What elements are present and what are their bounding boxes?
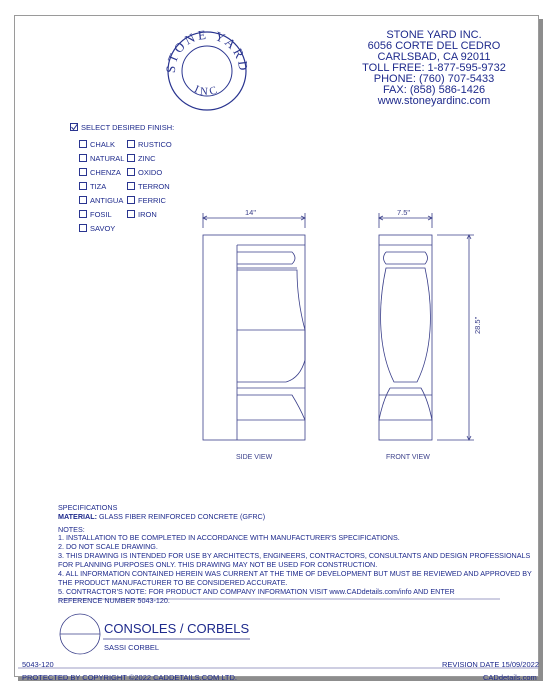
finish-checkbox[interactable] bbox=[127, 140, 135, 148]
finish-checkbox[interactable] bbox=[127, 168, 135, 176]
revision-date: REVISION DATE 15/09/2022 bbox=[442, 660, 539, 669]
note-line: 5. CONTRACTOR'S NOTE: FOR PRODUCT AND COMPANY INFORMATION VISIT www.CADdetails.com/info AND ENTER bbox=[58, 587, 455, 596]
drawing-title: CONSOLES / CORBELS bbox=[104, 621, 250, 636]
company-address-2: CARLSBAD, CA 92011 bbox=[377, 51, 491, 63]
company-tollfree: TOLL FREE: 1-877-595-9732 bbox=[362, 62, 506, 74]
finish-checkbox[interactable] bbox=[79, 154, 87, 162]
finish-checkbox[interactable] bbox=[79, 140, 87, 148]
svg-text:STONE YARD bbox=[163, 27, 252, 74]
company-address-1: 6056 CORTE DEL CEDRO bbox=[367, 40, 501, 52]
finish-checkbox[interactable] bbox=[127, 210, 135, 218]
finish-checkbox[interactable] bbox=[79, 168, 87, 176]
company-logo bbox=[163, 27, 252, 110]
logo-text-top: STONE YARD bbox=[162, 26, 252, 74]
logo-text-bottom: INC bbox=[192, 83, 222, 99]
finish-option-label: ZINC bbox=[138, 154, 156, 163]
finish-option-label: FOSIL bbox=[90, 210, 112, 219]
finish-option-label: TERRON bbox=[138, 182, 170, 191]
title-block-lines bbox=[18, 599, 538, 668]
material-value: GLASS FIBER REINFORCED CONCRETE (GFRC) bbox=[99, 512, 266, 521]
front-view-label: FRONT VIEW bbox=[386, 454, 430, 461]
finish-checkbox[interactable] bbox=[79, 210, 87, 218]
finish-option-label: IRON bbox=[138, 210, 157, 219]
finish-checkbox[interactable] bbox=[127, 196, 135, 204]
finish-checkbox[interactable] bbox=[79, 196, 87, 204]
finish-option-label: CHENZA bbox=[90, 168, 121, 177]
note-line: 2. DO NOT SCALE DRAWING. bbox=[58, 542, 158, 551]
finish-option-label: NATURAL bbox=[90, 154, 125, 163]
company-name: STONE YARD INC. bbox=[386, 29, 482, 41]
note-line: 4. ALL INFORMATION CONTAINED HEREIN WAS CURRENT AT THE TIME OF DEVELOPMENT BUT MUST BE REVIEWED AND APPROVED BY bbox=[58, 569, 532, 578]
finish-checkbox[interactable] bbox=[127, 154, 135, 162]
copyright-notice: PROTECTED BY COPYRIGHT ©2022 CADDETAILS.COM LTD. bbox=[22, 673, 238, 682]
reference-number: 5043-120 bbox=[22, 660, 54, 669]
front-width-dimension: 7.5" bbox=[397, 208, 411, 217]
height-dimension: 28.5" bbox=[473, 316, 482, 334]
side-view-label: SIDE VIEW bbox=[236, 454, 273, 461]
finish-checkbox[interactable] bbox=[127, 182, 135, 190]
side-width-dimension: 14" bbox=[245, 208, 257, 217]
finish-header: SELECT DESIRED FINISH: bbox=[81, 123, 175, 132]
specifications-heading: SPECIFICATIONS bbox=[58, 503, 118, 512]
finish-option-label: TIZA bbox=[90, 182, 107, 191]
note-line: 1. INSTALLATION TO BE COMPLETED IN ACCORDANCE WITH MANUFACTURER'S SPECIFICATIONS. bbox=[58, 533, 400, 542]
note-line: THE PRODUCT MANUFACTURER TO BE CONSIDERED ACCURATE. bbox=[58, 578, 288, 587]
note-line: REFERENCE NUMBER 5043-120. bbox=[58, 596, 170, 605]
svg-text:INC bbox=[192, 83, 221, 98]
note-line: 3. THIS DRAWING IS INTENDED FOR USE BY ARCHITECTS, ENGINEERS, CONTRACTORS, CONSULTANTS AND DESIGN PROFESSIONALS bbox=[58, 551, 531, 560]
finish-checkbox[interactable] bbox=[79, 224, 87, 232]
material-line bbox=[58, 512, 265, 521]
notes-heading: NOTES: bbox=[58, 525, 85, 534]
check-icon bbox=[70, 123, 78, 131]
drawing-subtitle: SASSI CORBEL bbox=[104, 643, 160, 652]
finish-header-checkbox[interactable] bbox=[70, 123, 78, 131]
material-label: MATERIAL: bbox=[58, 512, 97, 521]
finish-option-label: OXIDO bbox=[138, 168, 163, 177]
company-fax: FAX: (858) 586-1426 bbox=[382, 84, 486, 96]
note-line: FOR PLANNING PURPOSES ONLY. THIS DRAWING MAY NOT BE USED FOR CONSTRUCTION. bbox=[58, 560, 378, 569]
caddetails-link[interactable]: CADdetails.com bbox=[483, 673, 537, 682]
front-view-drawing bbox=[379, 213, 474, 440]
finish-checkbox[interactable] bbox=[79, 182, 87, 190]
finish-option-label: SAVOY bbox=[90, 224, 116, 233]
finish-option-label: FERRIC bbox=[138, 196, 166, 205]
side-view-drawing bbox=[203, 213, 305, 440]
company-website[interactable]: www.stoneyardinc.com bbox=[377, 95, 491, 107]
finish-option-label: CHALK bbox=[90, 140, 116, 149]
finish-option-label: RUSTICO bbox=[138, 140, 172, 149]
company-phone: PHONE: (760) 707-5433 bbox=[373, 73, 495, 85]
finish-option-label: ANTIGUA bbox=[90, 196, 124, 205]
